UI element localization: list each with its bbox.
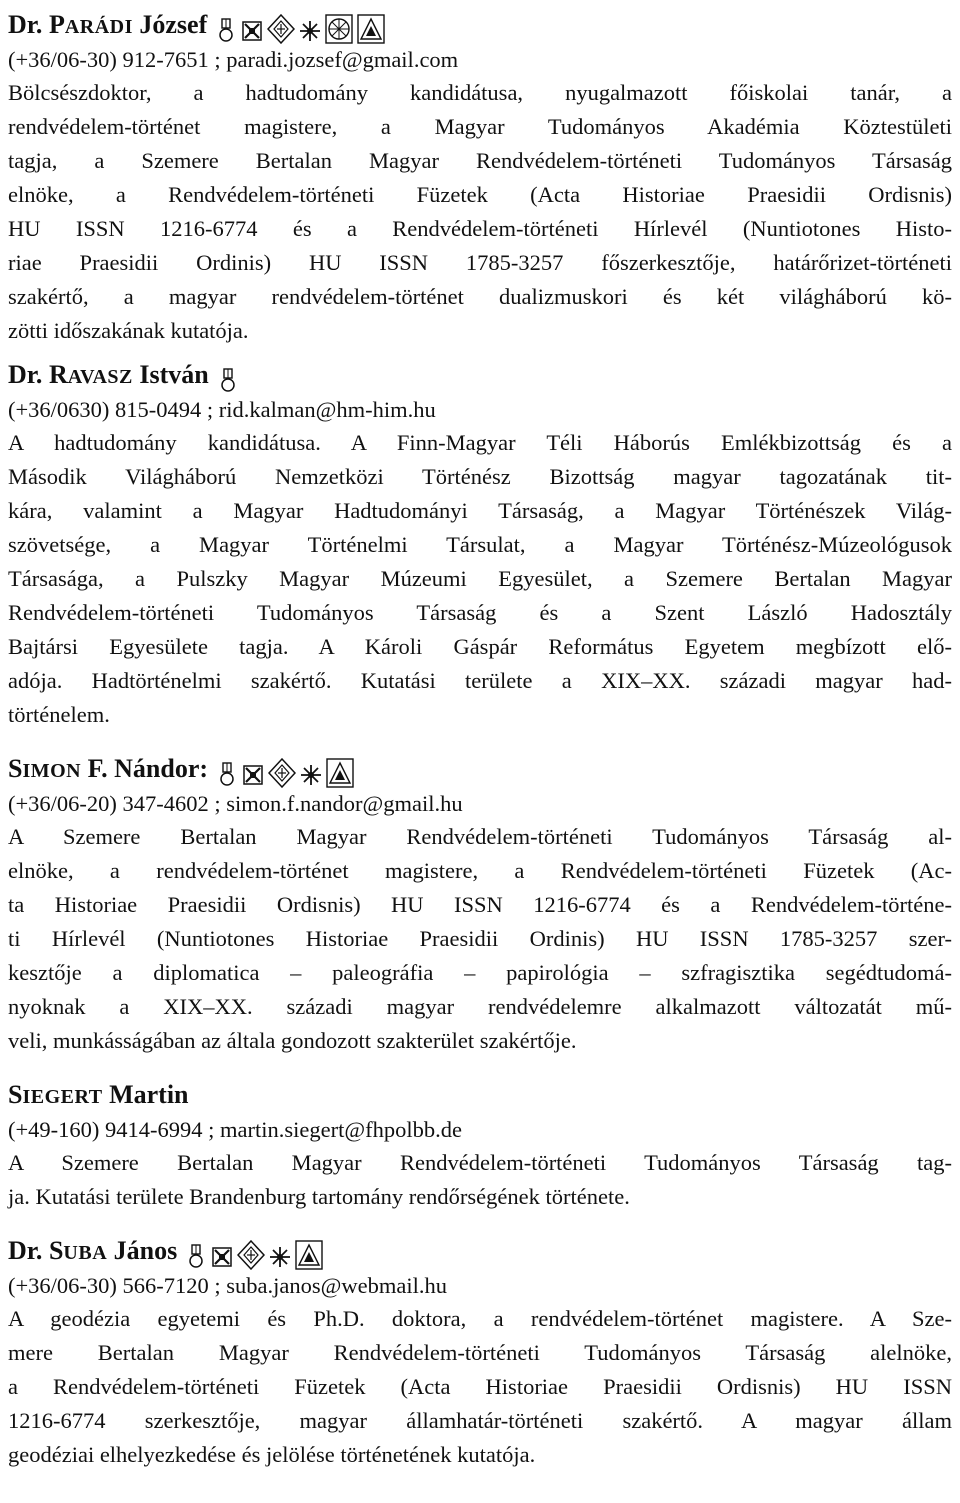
bio-line: Bölcsészdoktor, a hadtudomány kandidátusa, nyugalmazott főiskolai tanár, a [8,80,952,105]
circle-cross-icon [325,14,353,44]
bio-line: A geodézia egyetemi és Ph.D. doktora, a rendvédelem-történet magistere. A Sze- [8,1306,952,1331]
bio-line: ti Hírlevél (Nuntiotones Historiae Praesidii Ordinis) HU ISSN 1785-3257 szer- [8,926,952,951]
star-icon [299,18,321,44]
diamond-icon [268,758,296,788]
contact-line: (+49-160) 9414-6994 ; martin.siegert@fhpolbb.de [8,1117,462,1142]
bio-line: ta Historiae Praesidii Ordisnis) HU ISSN 1216-6774 és a Rendvédelem-történe- [8,892,952,917]
bio-line: történelem. [8,702,110,727]
bio-line: 1216-6774 szerkesztője, magyar államhatár-történeti szakértő. A magyar állam [8,1408,952,1433]
bio-line: A Szemere Bertalan Magyar Rendvédelem-történeti Tudományos Társaság tag- [8,1150,952,1175]
bio-line: szövetsége, a Magyar Történelmi Társulat, a Magyar Történész-Múzeológusok [8,532,952,557]
bio-text [8,426,952,732]
bio-line: tagja, a Szemere Bertalan Magyar Rendvédelem-történeti Tudományos Társaság [8,148,952,173]
bio-line: adója. Hadtörténelmi szakértő. Kutatási területe a XIX–XX. századi magyar had- [8,668,952,693]
author-name-text: Dr. PARÁDI József [8,10,208,39]
award-symbols [185,1240,323,1270]
bio-line: Társasága, a Pulszky Magyar Múzeumi Egyesület, a Szemere Bertalan Magyar [8,566,952,591]
author-name [8,752,952,788]
bio-line: kesztője a diplomatica – paleográfia – papirológia – szfragisztika segédtudomá- [8,960,952,985]
author-name [8,1078,952,1114]
bio-text [8,1146,952,1214]
star-icon [300,762,322,788]
bio-line: geodéziai elhelyezkedése és jelölése történetének kutatója. [8,1442,536,1467]
author-name-text: SIEGERT Martin [8,1080,189,1109]
bio-line: riae Praesidii Ordinis) HU ISSN 1785-3257 főszerkesztője, határőrizet-történeti [8,250,952,275]
bio-line: rendvédelem-történet magistere, a Magyar Tudományos Akadémia Köztestületi [8,114,952,139]
award-symbols [217,368,239,394]
award-symbols [215,14,385,44]
bio-line: elnöke, a rendvédelem-történet magistere, a Rendvédelem-történeti Füzetek (Ac- [8,858,952,883]
bio-line: A Szemere Bertalan Magyar Rendvédelem-történeti Tudományos Társaság al- [8,824,952,849]
contact-line: (+36/06-30) 912-7651 ; paradi.jozsef@gmail.com [8,47,459,72]
medal-icon [216,762,238,788]
bio-line: ja. Kutatási területe Brandenburg tartomány rendőrségének története. [8,1184,630,1209]
author-name [8,358,952,394]
contact-line: (+36/06-20) 347-4602 ; simon.f.nandor@gmail.hu [8,791,463,816]
contact-line: (+36/06-30) 566-7120 ; suba.janos@webmail.hu [8,1273,447,1298]
author-entry-paradi [8,8,952,348]
triangle-icon [357,14,385,44]
triangle-icon [326,758,354,788]
bio-line: Rendvédelem-történeti Tudományos Társaság és a Szent László Hadosztály [8,600,952,625]
bio-line: Bajtársi Egyesülete tagja. A Károli Gáspár Református Egyetem megbízott elő- [8,634,952,659]
bio-line: nyoknak a XIX–XX. századi magyar rendvédelemre alkalmazott változatát mű- [8,994,952,1019]
star-icon [269,1244,291,1270]
medal-icon [215,18,237,44]
bio-line: veli, munkásságában az általa gondozott szakterület szakértője. [8,1028,577,1053]
bio-line: Második Világháború Nemzetközi Történész Bizottság magyar tagozatának tit- [8,464,952,489]
author-entry-siegert [8,1078,952,1214]
bio-line: mere Bertalan Magyar Rendvédelem-történeti Tudományos Társaság alelnöke, [8,1340,952,1365]
author-name [8,8,952,44]
bio-text [8,820,952,1058]
bio-line: a Rendvédelem-történeti Füzetek (Acta Historiae Praesidii Ordisnis) HU ISSN [8,1374,952,1399]
bio-line: HU ISSN 1216-6774 és a Rendvédelem-történeti Hírlevél (Nuntiotones Histo- [8,216,952,241]
author-entry-suba [8,1234,952,1472]
bio-line: zötti időszakának kutatója. [8,318,249,343]
author-name-text: Dr. SUBA János [8,1236,178,1265]
bio-line: A hadtudomány kandidátusa. A Finn-Magyar Téli Háborús Emlékbizottság és a [8,430,952,455]
triangle-icon [295,1240,323,1270]
diamond-icon [267,14,295,44]
diamond-icon [237,1240,265,1270]
cross-icon [241,18,263,44]
bio-text [8,1302,952,1472]
author-entry-ravasz [8,358,952,732]
bio-text [8,76,952,348]
award-symbols [216,758,354,788]
bio-line: elnöke, a Rendvédelem-történeti Füzetek (Acta Historiae Praesidii Ordisnis) [8,182,952,207]
contact-line: (+36/0630) 815-0494 ; rid.kalman@hm-him.hu [8,397,436,422]
bio-line: kára, valamint a Magyar Hadtudományi Társaság, a Magyar Történészek Világ- [8,498,952,523]
author-entry-simon [8,752,952,1058]
medal-icon [185,1244,207,1270]
author-name-text: SIMON F. Nándor: [8,754,209,783]
bio-line: szakértő, a magyar rendvédelem-történet dualizmuskori és két világháború kö- [8,284,952,309]
cross-icon [211,1244,233,1270]
author-name-text: Dr. RAVASZ István [8,360,209,389]
cross-icon [242,762,264,788]
author-name [8,1234,952,1270]
medal-icon [217,368,239,394]
